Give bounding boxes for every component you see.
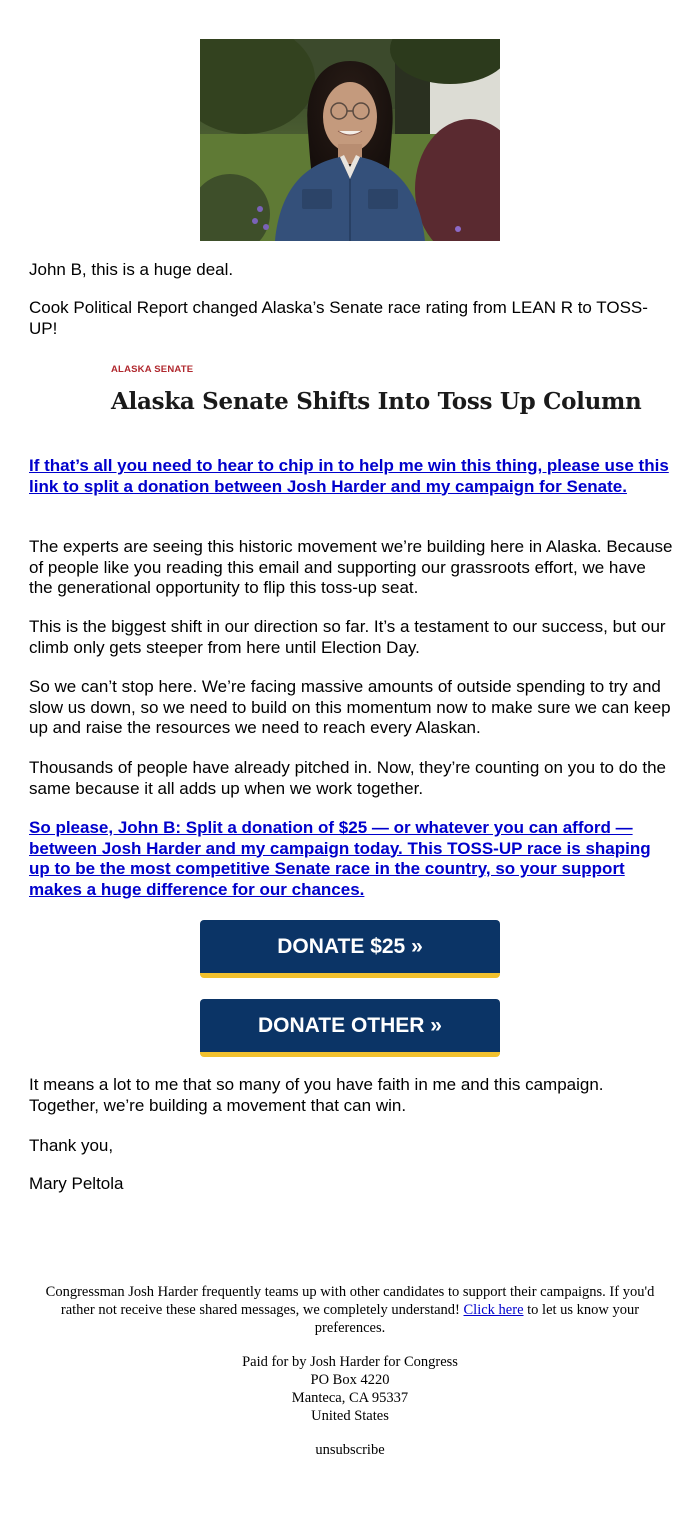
signature: Mary Peltola — [29, 1174, 124, 1193]
unsubscribe-container — [29, 1441, 671, 1459]
closing-paragraph: It means a lot to me that so many of you have faith in me and this campaign. Together, we’re building a movement that can win. — [29, 1075, 604, 1115]
address-line-2: Manteca, CA 95337 — [291, 1390, 409, 1406]
split-donation-link[interactable]: If that’s all you need to hear to chip in to help me win this thing, please use this link to split a donation between Josh Harder and my campaign for Senate. — [29, 456, 669, 496]
candidate-photo — [200, 39, 500, 241]
greeting: John B, this is a huge deal. — [29, 260, 234, 279]
notice-text-after: to let us know your preferences. — [314, 1302, 640, 1336]
body-paragraph-3: So we can’t stop here. We’re facing massive amounts of outside spending to try and slow us down, so we need to build on this momentum now to make sure we can keep up and raise the resources we need to reach every Alaskan. — [29, 677, 671, 737]
unsubscribe-link[interactable]: unsubscribe — [315, 1442, 385, 1458]
signoff: Thank you, — [29, 1136, 114, 1155]
donate-25-link-paragraph — [29, 818, 674, 900]
paid-for-line: Paid for by Josh Harder for Congress — [242, 1354, 458, 1370]
donate-25-link[interactable]: So please, John B: Split a donation of $25 — or whatever you can afford — between Josh Harder and my campaign today. This TOSS-UP race is shaping up to be the most competitive Senate race in the country, so your support makes a huge difference for our chances. — [29, 818, 651, 899]
body-paragraph-1: The experts are seeing this historic movement we’re building here in Alaska. Because of people like you reading this email and supporting our grassroots effort, we have the generational opportunity to flip this toss-up seat. — [29, 537, 673, 597]
split-donation-link-paragraph — [29, 456, 674, 497]
notice-text-before: Congressman Josh Harder frequently teams up with other candidates to support their campaigns. If you'd rather not receive these shared messages, we completely understand! — [45, 1284, 655, 1318]
preferences-link[interactable]: Click here — [463, 1302, 524, 1318]
address-line-1: PO Box 4220 — [310, 1372, 390, 1388]
shared-message-notice — [29, 1283, 671, 1337]
donate-25-button[interactable]: DONATE $25 » — [200, 920, 500, 978]
cook-political-paragraph: Cook Political Report changed Alaska’s Senate race rating from LEAN R to TOSS-UP! — [29, 298, 648, 338]
body-paragraph-4: Thousands of people have already pitched in. Now, they’re counting on you to do the same because it all adds up when we work together. — [29, 758, 666, 798]
news-headline: Alaska Senate Shifts Into Toss Up Column — [111, 388, 642, 415]
paid-for-disclaimer — [29, 1353, 671, 1425]
news-kicker: ALASKA SENATE — [111, 364, 194, 375]
body-paragraph-2: This is the biggest shift in our direction so far. It’s a testament to our success, but our climb only gets steeper from here until Election Day. — [29, 617, 666, 657]
donate-other-button[interactable]: DONATE OTHER » — [200, 999, 500, 1057]
address-country: United States — [311, 1408, 389, 1424]
